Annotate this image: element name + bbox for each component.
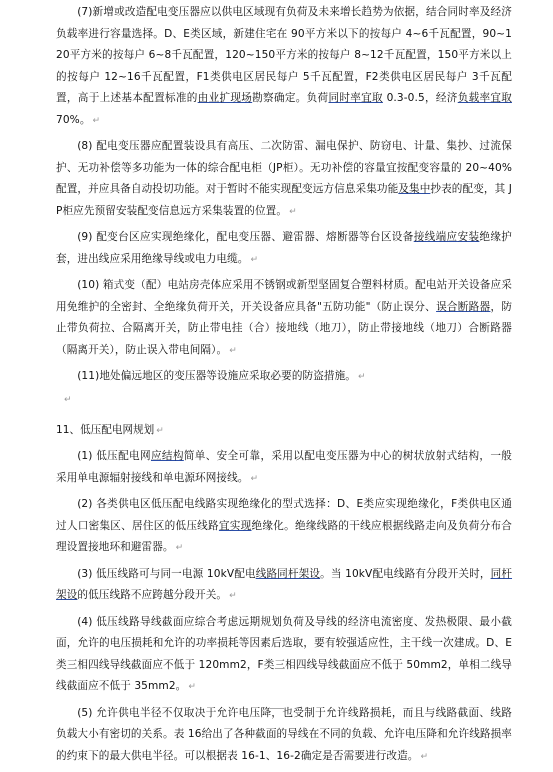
text-run: 抄表的配变，其 JP柜应先预留安装配变信息远方采集装置的位置。: [56, 183, 512, 217]
paragraph: [56, 446, 512, 490]
text-run: 的低压线路不应跨越分段开关。: [77, 589, 228, 601]
text-run: (1) 低压配电网: [77, 450, 151, 462]
marked-text: 同时率宜取: [328, 92, 383, 104]
marked-text: 线路同杆架设: [255, 567, 321, 580]
marked-text: 应结构: [150, 450, 184, 462]
marked-text: 负载率宜取: [457, 92, 512, 104]
text-run: 绝缘护套，进出线应采用绝缘导线或电力电缆。: [56, 231, 512, 265]
paragraph-mark-icon: ↵: [420, 751, 429, 762]
paragraph: [56, 275, 512, 362]
paragraph-mark-icon: ↵: [188, 682, 197, 692]
paragraph-mark-icon: ↵: [175, 543, 184, 553]
text-run: (9) 配变台区应实现绝缘化，配电变压器、避雷器、熔断器等台区设备: [77, 231, 414, 243]
text-run: 绝缘化。绝缘线路的干线应根据线路走向及负荷分布合理设置接地环和避雷器。: [56, 519, 513, 553]
text-run: (10) 箱式变（配）电站房壳体应采用不锈钢或新型坚固复合塑料材质。配电站开关设备应采用免维护的全密封、全绝缘负荷开关，开关设备应具备"五防功能"（防止误分、: [56, 279, 512, 313]
text-run: 。当 10kV配电线路有分段开关时，: [320, 567, 491, 580]
paragraph: [56, 227, 512, 271]
section-heading: [56, 420, 512, 443]
paragraph-mark-icon: ↵: [229, 591, 237, 601]
marked-text: 由业扩现场: [197, 92, 253, 104]
paragraph-mark-icon: ↵: [64, 394, 72, 405]
paragraph-mark-icon: ↵: [250, 254, 259, 265]
text-run: (3) 低压线路可与同一电源 10kV配电: [77, 567, 256, 580]
text-run: (5) 允许供电半径不仅取决于允许电压降，也受制于允许线路损耗，而且与线路截面、线路负载大小有密切的关系。表 16给出了各种截面的导线在不同的负载、允许电压降和允许线路损率的约束下的最大供电半径。可以根据表 16-1、16-2确定是否需要进行改造。: [56, 706, 512, 762]
paragraph-mark-icon: ↵: [229, 345, 237, 356]
text-run: 11、低压配电网规划: [56, 423, 155, 436]
paragraph: [56, 494, 512, 560]
marked-text: 及集中: [398, 183, 431, 195]
text-run: ，防止带负荷拉、合隔离开关，防止带电挂（合）接地线（地刀），防止带接地线（地刀）合断路器（隔离开关），防止误入带电间隔）。: [56, 300, 513, 356]
text-run: (11)地处偏远地区的变压器等设施应采取必要的防盗措施。: [77, 370, 356, 382]
text-run: 简单、安全可靠，采用以配电变压器为中心的树状放射式结构，一般采用单电源辐射接线和单电源环网接线。: [56, 450, 512, 484]
text-run: (2) 各类供电区低压配电线路实现绝缘化的型式选择：D、E类应实现绝缘化，F类供电区通过人口密集区、居住区的低压线路: [56, 498, 512, 532]
marked-text: 同杆架设: [56, 567, 513, 601]
paragraph: [56, 703, 512, 769]
paragraph: [56, 2, 512, 132]
paragraph: [56, 136, 512, 223]
text-run: 70%。: [56, 113, 91, 126]
paragraph-mark-icon: ↵: [357, 372, 366, 382]
text-run: 勘察确定。负荷: [252, 92, 329, 104]
paragraph: [56, 366, 512, 389]
marked-text: 接线端应安装: [413, 231, 480, 243]
paragraph-mark-icon: ↵: [156, 425, 164, 436]
paragraph: [56, 564, 512, 608]
marked-text: 宜实现: [218, 519, 252, 532]
marked-text: 误合断路器: [436, 300, 491, 313]
paragraph: [56, 612, 512, 699]
text-run: (4) 低压线路导线截面应综合考虑远期规划负荷及导线的经济电流密度、发热极限、最小截面，允许的电压损耗和允许的功率损耗等因素后选取，要有较强适应性，主干线一次建成。D、E类三相四线导线截面应不低于 120mm2，F类三相四线导线截面应不低于 50mm2，单相二线导线截面应不低于 35mm2。: [56, 615, 512, 692]
paragraph-mark-icon: ↵: [92, 115, 101, 126]
paragraph-mark-icon: ↵: [289, 206, 297, 217]
text-run: (8) 配电变压器应配置装设具有高压、二次防雷、漏电保护、防窃电、计量、集抄、过流保护、无功补偿等多功能为一体的综合配电柜（JP柜）。无功补偿的容量宜按配变容量的 20~40%配置，并应具备自动投切功能。对于暂时不能实现配变远方信息采集功能: [56, 140, 512, 195]
text-run: (7)新增或改造配电变压器应以供电区域现有负荷及未来增长趋势为依据，结合同时率及经济负载率进行容量选择。D、E类区域，新建住宅在 90平方米以下的按每户 4~6千瓦配置，90~120平方米的按每户 6~8千瓦配置，120~150平方米的按每户 8~12千瓦配置，150平方米以上的按每户 12~16千瓦配置，F1类供电区居民每户 5千瓦配置，F2类供电区居民每户 3千瓦配置，高于上述基本配置标准的: [56, 6, 512, 104]
blank-line: [56, 393, 512, 414]
paragraph-mark-icon: ↵: [250, 473, 259, 484]
page-footer-mark: [270, 708, 284, 715]
text-run: 0.3-0.5，经济: [382, 92, 458, 104]
document-body: [56, 2, 512, 772]
